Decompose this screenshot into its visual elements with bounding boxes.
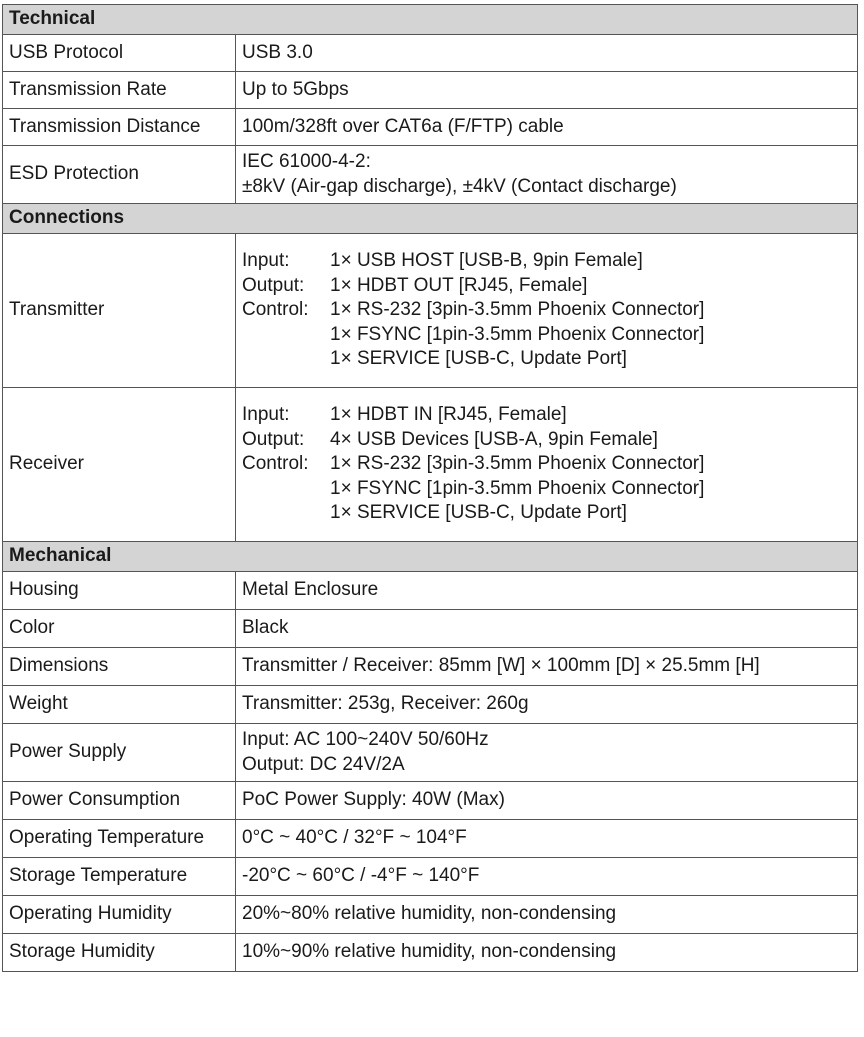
port-entry: 1× HDBT IN [RJ45, Female] (330, 404, 567, 426)
value-line (242, 452, 851, 477)
section-row (3, 542, 858, 572)
port-type-label: Output: (242, 274, 305, 296)
table-row (3, 610, 858, 648)
spec-table (2, 4, 858, 972)
section-heading-mechanical: Mechanical (3, 542, 858, 572)
port-entry: 1× SERVICE [USB-C, Update Port] (330, 348, 627, 370)
row-value: 100m/328ft over CAT6a (F/FTP) cable (236, 109, 858, 146)
port-type-label: Input: (242, 250, 290, 272)
table-row (3, 934, 858, 972)
table-row (3, 858, 858, 896)
table-row (3, 234, 858, 388)
port-entry: 1× SERVICE [USB-C, Update Port] (330, 502, 627, 524)
table-row (3, 572, 858, 610)
row-value (236, 388, 858, 542)
value-line: Input: AC 100~240V 50/60Hz (242, 729, 489, 750)
row-label: Operating Temperature (3, 820, 236, 858)
section-heading-technical: Technical (3, 5, 858, 35)
port-type-label: Output: (242, 428, 305, 450)
table-row (3, 388, 858, 542)
value-line (242, 298, 851, 323)
section-row (3, 204, 858, 234)
port-entry: 1× HDBT OUT [RJ45, Female] (330, 274, 588, 296)
table-row (3, 146, 858, 204)
row-value: Transmitter / Receiver: 85mm [W] × 100mm [D] × 25.5mm [H] (236, 648, 858, 686)
table-row (3, 782, 858, 820)
port-entry: 1× FSYNC [1pin-3.5mm Phoenix Connector] (330, 477, 705, 499)
port-entry: 4× USB Devices [USB-A, 9pin Female] (330, 428, 658, 450)
row-label: Weight (3, 686, 236, 724)
port-entry: 1× RS-232 [3pin-3.5mm Phoenix Connector] (330, 453, 705, 475)
table-row (3, 648, 858, 686)
table-row (3, 109, 858, 146)
row-label: Receiver (3, 388, 236, 542)
port-type-label: Control: (242, 453, 309, 475)
row-value: -20°C ~ 60°C / -4°F ~ 140°F (236, 858, 858, 896)
row-value: 20%~80% relative humidity, non-condensing (236, 896, 858, 934)
row-value: Metal Enclosure (236, 572, 858, 610)
section-row (3, 5, 858, 35)
row-label: USB Protocol (3, 35, 236, 72)
table-row (3, 686, 858, 724)
table-row (3, 35, 858, 72)
row-label: Operating Humidity (3, 896, 236, 934)
row-label: Storage Humidity (3, 934, 236, 972)
row-label: Power Consumption (3, 782, 236, 820)
row-label: Transmission Distance (3, 109, 236, 146)
port-type-label: Input: (242, 404, 290, 426)
value-line: ±8kV (Air-gap discharge), ±4kV (Contact discharge) (242, 175, 677, 197)
row-value: 10%~90% relative humidity, non-condensing (236, 934, 858, 972)
table-row (3, 724, 858, 782)
value-line (242, 274, 851, 299)
table-row (3, 72, 858, 109)
row-label: Power Supply (3, 724, 236, 782)
row-value: 0°C ~ 40°C / 32°F ~ 104°F (236, 820, 858, 858)
row-label: Housing (3, 572, 236, 610)
value-line (242, 403, 851, 428)
row-value: Transmitter: 253g, Receiver: 260g (236, 686, 858, 724)
row-value: Up to 5Gbps (236, 72, 858, 109)
row-value (236, 234, 858, 388)
row-value (236, 146, 858, 204)
row-value (236, 724, 858, 782)
row-value: Black (236, 610, 858, 648)
value-line: IEC 61000-4-2: (242, 151, 371, 172)
row-label: Transmission Rate (3, 72, 236, 109)
value-line: Output: DC 24V/2A (242, 753, 405, 775)
table-row (3, 896, 858, 934)
value-line (242, 428, 851, 453)
value-line (242, 249, 851, 274)
row-label: Transmitter (3, 234, 236, 388)
row-label: ESD Protection (3, 146, 236, 204)
section-heading-connections: Connections (3, 204, 858, 234)
port-entry: 1× FSYNC [1pin-3.5mm Phoenix Connector] (330, 323, 705, 345)
row-label: Color (3, 610, 236, 648)
port-entry: 1× USB HOST [USB-B, 9pin Female] (330, 250, 643, 272)
row-label: Storage Temperature (3, 858, 236, 896)
row-value: USB 3.0 (236, 35, 858, 72)
row-label: Dimensions (3, 648, 236, 686)
port-entry: 1× RS-232 [3pin-3.5mm Phoenix Connector] (330, 299, 705, 321)
port-type-label: Control: (242, 299, 309, 321)
table-row (3, 820, 858, 858)
row-value: PoC Power Supply: 40W (Max) (236, 782, 858, 820)
